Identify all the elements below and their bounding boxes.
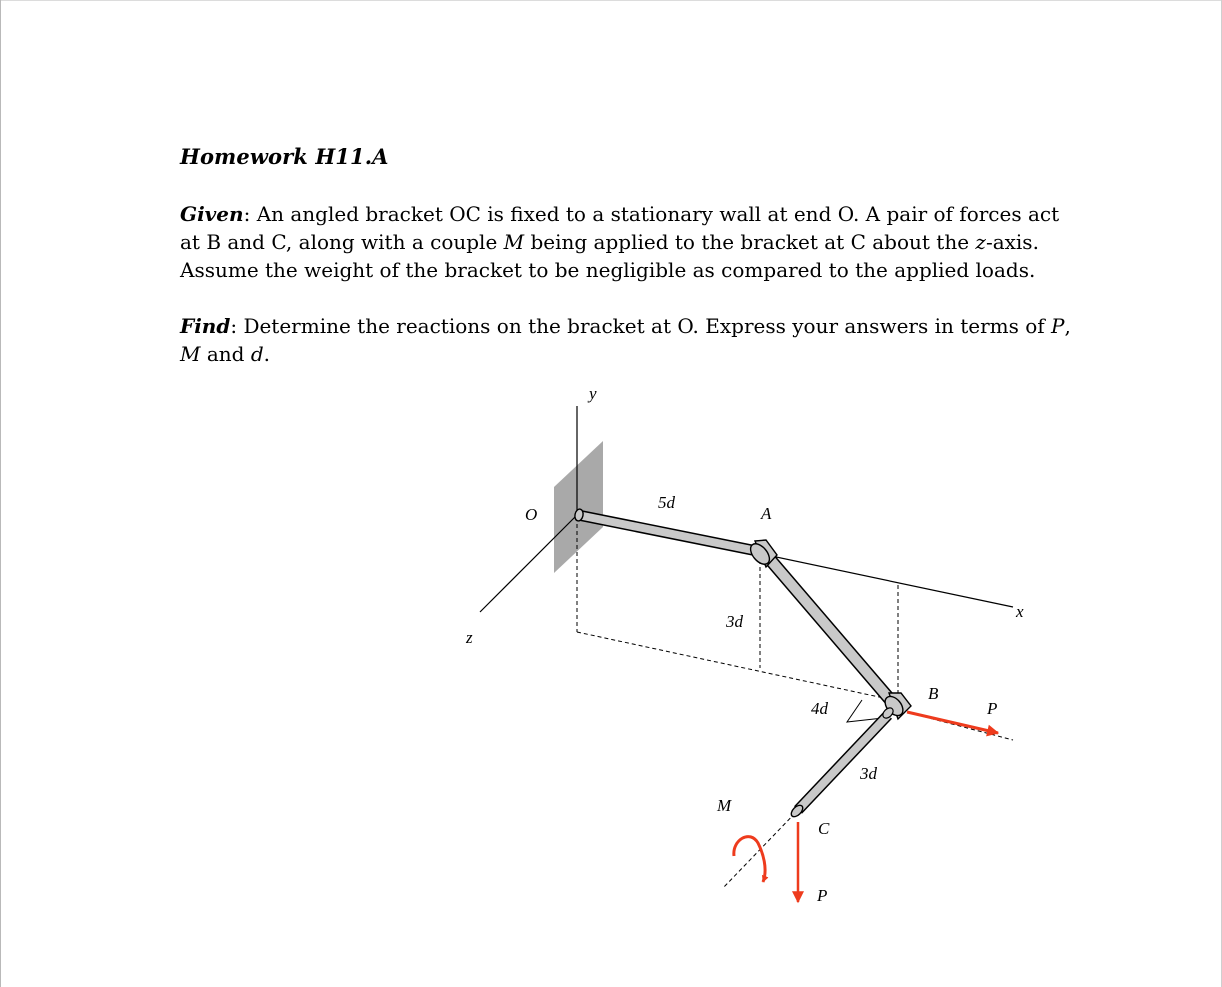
bracket-bars	[578, 515, 893, 810]
label-b: B	[928, 684, 939, 703]
given-var-z: z	[975, 230, 986, 254]
label-c: C	[818, 819, 830, 838]
label-x: x	[1016, 602, 1024, 621]
given-text-2: being applied to the bracket at C about the	[524, 230, 976, 254]
label-a: A	[761, 504, 772, 523]
find-end: .	[263, 342, 270, 366]
label-m: M	[717, 796, 732, 815]
label-5d: 5d	[658, 493, 675, 512]
label-4d: 4d	[811, 699, 828, 718]
given-colon: :	[243, 202, 257, 226]
wall	[554, 441, 603, 573]
homework-title: Homework H11.A	[180, 144, 389, 169]
find-var-p: P	[1051, 314, 1065, 338]
find-colon: :	[230, 314, 244, 338]
given-text-1: An angled bracket OC is fixed to a stationary wall at end O. A pair of forces act at B and C, along with a couple	[180, 202, 1060, 254]
force-arrow-b	[907, 712, 998, 733]
given-label: Given	[180, 202, 244, 226]
label-p-c: P	[817, 886, 828, 905]
label-3d-vertical: 3d	[726, 612, 743, 631]
label-z: z	[466, 628, 473, 647]
find-text-1: Determine the reactions on the bracket at O. Express your answers in terms of	[243, 314, 1052, 338]
label-y: y	[589, 384, 597, 403]
construction-lines	[577, 517, 1013, 888]
given-text-3: -axis. Assume the weight of the bracket to be negligible as compared to the applied loads.	[180, 230, 1039, 282]
given-var-m: M	[503, 230, 525, 254]
find-var-d: d	[250, 342, 264, 366]
label-o: O	[525, 505, 538, 524]
find-label: Find	[180, 314, 231, 338]
moment-arrow	[734, 837, 765, 882]
label-p-b: P	[987, 699, 998, 718]
find-sep-1: ,	[1064, 314, 1071, 338]
label-3d-bc: 3d	[860, 764, 877, 783]
find-sep-2: and	[200, 342, 251, 366]
find-var-m: M	[180, 342, 201, 366]
